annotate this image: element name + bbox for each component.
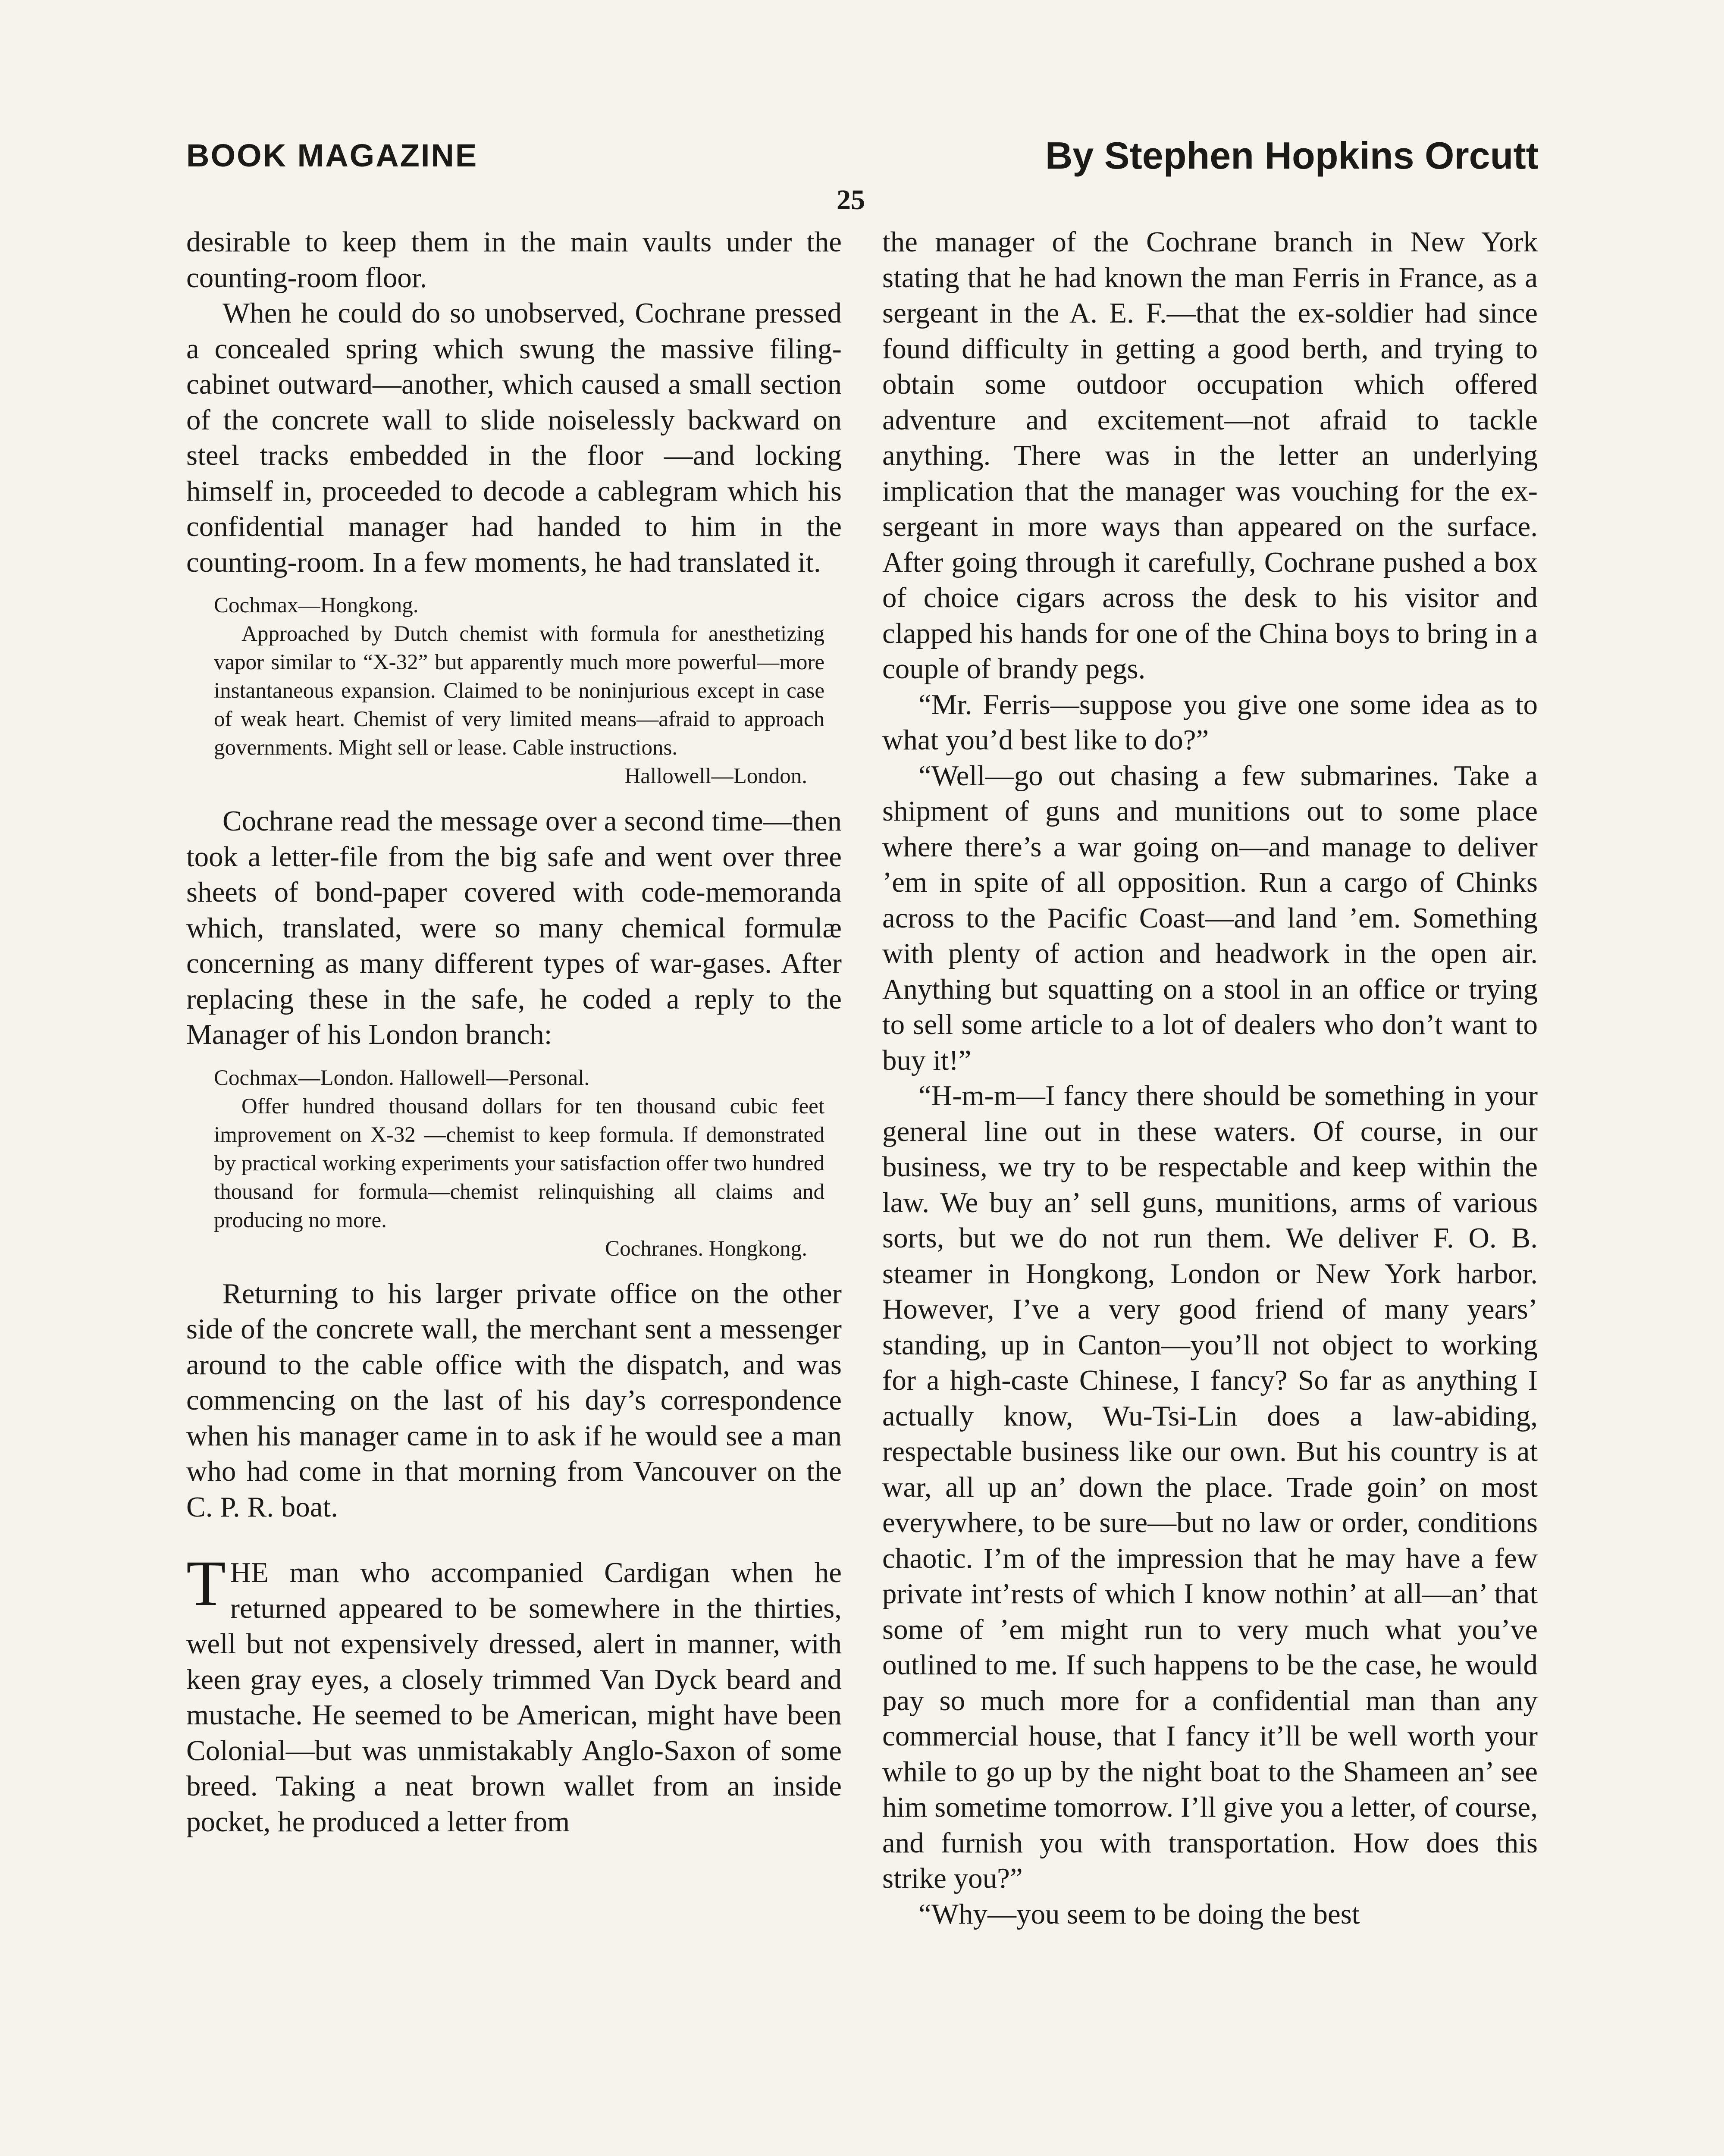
cablegram-signature: Cochranes. Hongkong. [605, 1236, 807, 1261]
paragraph: “H-m-m—I fancy there should be something in your general line out in these waters. Of course, in our business, we try to be respectable and keep within the law. We buy an’ sell guns, munitions, arms of various sorts, but we do not run them. We deliver F. O. B. steamer in Hongkong, London or New York harbor. However, I’ve a very good friend of many years’ standing, up in Canton—you’ll not object to working for a high-caste Chinese, I fancy? So far as anything I actually know, Wu-Tsi-Lin does a law-abiding, respectable business like our own. But his country is at war, all up an’ down the place. Trade goin’ on most everywhere, to be sure—but no law or order, conditions chaotic. I’m of the impression that he may have a few private int’rests of which I know nothin’ at all—an’ that some of ’em might run to very much what you’ve outlined to me. If such happens to be the case, he would pay so much more for a confidential man than any commercial house, that I fancy it’ll be well worth your while to go up by the night boat to the Shameen an’ see him sometime tomorrow. I’ll give you a letter, of course, and furnish you with transportation. How does this strike you?” [882, 1080, 1538, 1894]
cablegram-heading: Cochmax—London. Hallowell—Personal. [214, 1065, 590, 1090]
cablegram-incoming [214, 591, 824, 790]
left-column [186, 224, 842, 1839]
cablegram-heading: Cochmax—Hongkong. [214, 593, 419, 617]
paragraph: desirable to keep them in the main vaults under the counting-room floor. [186, 226, 842, 294]
cablegram-reply [214, 1064, 824, 1263]
cablegram-body: Offer hundred thousand dollars for ten thousand cubic feet improvement on X-32 —chemist to keep formula. If demonstrated by practical working experiments your satisfaction offer two hundred thousand for formula—chemist relinquishing all claims and producing no more. [214, 1094, 824, 1232]
right-column [882, 224, 1538, 1932]
page-number: 25 [837, 184, 865, 216]
paragraph: “Mr. Ferris—suppose you give one some idea as to what you’d best like to do?” [882, 688, 1538, 756]
drop-cap: T [186, 1548, 226, 1619]
paragraph-dropcap [186, 1548, 842, 1839]
paragraph: Returning to his larger private office on the other side of the concrete wall, the merchant sent a messenger around to the cable office with the dispatch, and was commencing on the last of his day’s correspondence when his manager came in to ask if he would see a man who had come in that morning from Vancouver on the C. P. R. boat. [186, 1277, 842, 1523]
paragraph: Cochrane read the message over a second time—then took a letter-file from the big safe and went over three sheets of bond-paper covered with code-memoranda which, translated, were so many chemical formulæ concerning as many different types of war-gases. After replacing these in the safe, he coded a reply to the Manager of his London branch: [186, 805, 842, 1050]
paragraph: When he could do so unobserved, Cochrane pressed a concealed spring which swung the massive filing-cabinet outward—another, which caused a small section of the concrete wall to slide noiselessly backward on steel tracks embedded in the floor —and locking himself in, proceeded to decode a cablegram which his confidential manager had handed to him in the counting-room. In a few moments, he had translated it. [186, 297, 842, 578]
paragraph-text: HE man who accompanied Cardigan when he returned appeared to be somewhere in the thirties, well but not expensively dressed, alert in manner, with keen gray eyes, a closely trimmed Van Dyck beard and mustache. He seemed to be American, might have been Colonial—but was unmistakably Anglo-Saxon of some breed. Taking a neat brown wallet from an inside pocket, he produced a letter from [186, 1557, 842, 1838]
paragraph: the manager of the Cochrane branch in New York stating that he had known the man Ferris in France, as a sergeant in the A. E. F.—that the ex-soldier had since found difficulty in getting a good berth, and trying to obtain some outdoor occupation which offered adventure and excitement—not afraid to tackle anything. There was in the letter an underlying implication that the manager was vouching for the ex-sergeant in more ways than appeared on the surface. After going through it carefully, Cochrane pushed a box of choice cigars across the desk to his visitor and clapped his hands for one of the China boys to bring in a couple of brandy pegs. [882, 226, 1538, 685]
cablegram-body: Approached by Dutch chemist with formula for anesthetizing vapor similar to “X-32” but apparently much more powerful—more instantaneous expansion. Claimed to be noninjurious except in case of weak heart. Chemist of very limited means—afraid to approach governments. Might sell or lease. Cable instructions. [214, 622, 824, 760]
section-break [186, 1525, 842, 1555]
paragraph: “Well—go out chasing a few submarines. Take a shipment of guns and munitions out to some place where there’s a war going on—and manage to deliver ’em in spite of all opposition. Run a cargo of Chinks across to the Pacific Coast—and land ’em. Something with plenty of action and headwork in the open air. Anything but squatting on a stool in an office or trying to sell some article to a lot of dealers who don’t want to buy it!” [882, 759, 1538, 1076]
magazine-title: BOOK MAGAZINE [186, 138, 478, 173]
author-byline: By Stephen Hopkins Orcutt [1045, 134, 1539, 177]
cablegram-signature: Hallowell—London. [624, 764, 807, 788]
paragraph: “Why—you seem to be doing the best [918, 1898, 1360, 1930]
